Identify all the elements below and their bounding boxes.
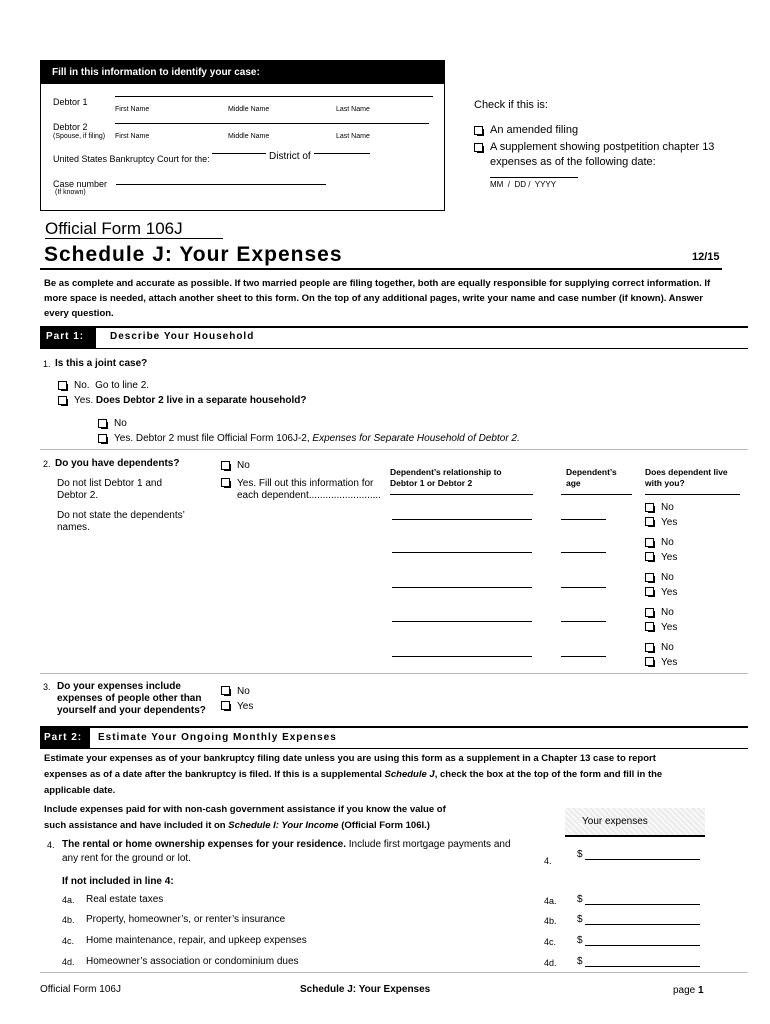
dependent-live-yes-checkbox[interactable] [645, 552, 654, 561]
q2-question: Do you have dependents? [55, 458, 180, 469]
line-4a-ref: 4a. [544, 896, 557, 906]
part1-label: Part 1: [46, 331, 85, 342]
q2-number: 2. [43, 459, 51, 469]
part2-intro-2b: Schedule J [384, 769, 435, 780]
dependent-relationship-field[interactable] [392, 519, 532, 520]
dependent-age-field[interactable] [561, 519, 606, 520]
line-4a-amount-field[interactable] [585, 904, 700, 905]
dependent-live-no-checkbox[interactable] [645, 573, 654, 582]
line-4a-dollar-sign: $ [577, 894, 583, 905]
debtor1-middle-name-caption: Middle Name [228, 106, 270, 113]
line-4a-number: 4a. [62, 895, 75, 905]
footer-page-label: page [673, 985, 699, 996]
q3-question: Do your expenses include [57, 681, 181, 692]
amended-filing-label: An amended filing [490, 124, 579, 136]
q1-sub-yes-label [114, 433, 520, 444]
q1-yes-question: Does Debtor 2 live in a separate household? [95, 395, 307, 406]
col-header-rule-3 [645, 494, 740, 495]
court-field[interactable] [212, 153, 266, 154]
col-relationship-header: Dependent’s relationship to [390, 467, 502, 477]
footer-page [673, 985, 704, 996]
q2-note-2: Do not state the dependents’ [57, 510, 185, 521]
dependent-age-field[interactable] [561, 552, 606, 553]
date-format-caption: MM / DD / YYYY [490, 180, 557, 189]
q1-sub-no-label: No [114, 418, 127, 429]
q1-sub-no-checkbox[interactable] [98, 419, 107, 428]
q1-sub-yes-prefix: Yes. Debtor 2 must file Official Form 106J-2, [114, 433, 313, 444]
col-age-header-2: age [566, 478, 581, 488]
debtor2-middle-name-caption: Middle Name [228, 133, 270, 140]
case-identification-title: Fill in this information to identify your case: [52, 67, 260, 78]
part2-bottom-divider [40, 972, 748, 973]
footer-form-title: Schedule J: Your Expenses [300, 984, 431, 995]
dependent-age-field[interactable] [561, 587, 606, 588]
debtor2-label: Debtor 2 [53, 122, 88, 132]
line-4d-amount-field[interactable] [585, 966, 700, 967]
dependent-live-no-label: No [661, 642, 674, 653]
dependent-live-no-checkbox[interactable] [645, 608, 654, 617]
supplement-label: A supplement showing postpetition chapter 13 [490, 141, 715, 153]
include-note-2a: such assistance and have included it on [44, 820, 229, 831]
check-if-title: Check if this is: [474, 99, 548, 111]
line-4d-dollar-sign: $ [577, 956, 583, 967]
dependent-live-yes-label: Yes [661, 552, 678, 563]
part2-intro-3: applicable date. [44, 785, 116, 796]
footer-page-number: 1 [698, 985, 704, 996]
col-relationship-header-2: Debtor 1 or Debtor 2 [390, 478, 473, 488]
dependent-live-no-checkbox[interactable] [645, 503, 654, 512]
q2-note-1b: Debtor 2. [57, 490, 99, 501]
dependent-relationship-field[interactable] [392, 587, 532, 588]
dependent-live-no-checkbox[interactable] [645, 538, 654, 547]
line-4b-number: 4b. [62, 915, 75, 925]
debtor2-first-name-caption: First Name [115, 133, 150, 140]
col-live-header-2: with you? [645, 478, 685, 488]
dependent-live-yes-checkbox[interactable] [645, 517, 654, 526]
dependent-relationship-field[interactable] [392, 621, 532, 622]
line-4c-ref: 4c. [544, 937, 557, 947]
line-4c-number: 4c. [62, 936, 75, 946]
q3-question-3: yourself and your dependents? [57, 705, 206, 716]
dependent-live-no-label: No [661, 537, 674, 548]
line-4c-amount-field[interactable] [585, 945, 700, 946]
dependent-live-no-label: No [661, 607, 674, 618]
case-number-note: (If known) [55, 189, 86, 196]
page-title: Schedule J: Your Expenses [44, 243, 343, 266]
q2-note-1: Do not list Debtor 1 and [57, 478, 163, 489]
dependent-live-yes-label: Yes [661, 587, 678, 598]
court-label: United States Bankruptcy Court for the: [53, 154, 210, 164]
col-header-rule-2 [561, 494, 632, 495]
line-4a-label: Real estate taxes [86, 894, 164, 905]
debtor1-first-name-caption: First Name [115, 106, 150, 113]
form-number-underline [45, 238, 223, 239]
form-instructions: Be as complete and accurate as possible. If two married people are filing together, both are equally responsible for supplying correct information. If more space is needed, attach another sheet to this form. On the top of any additional pages, write your name and case number (if known). Answer every question. [44, 278, 711, 319]
q1-sub-yes-checkbox[interactable] [98, 434, 107, 443]
debtor1-label: Debtor 1 [53, 97, 88, 107]
dependent-live-yes-checkbox[interactable] [645, 622, 654, 631]
q2-divider [40, 673, 748, 674]
case-number-field[interactable] [116, 184, 326, 185]
q1-question: Is this a joint case? [55, 358, 148, 369]
q3-no-checkbox[interactable] [221, 686, 230, 695]
dependent-live-yes-checkbox[interactable] [645, 657, 654, 666]
part2-title-rule [40, 748, 748, 749]
q2-note-2b: names. [57, 522, 90, 533]
line-4b-label: Property, homeowner’s, or renter’s insurance [86, 914, 286, 925]
line-4c-label: Home maintenance, repair, and upkeep expenses [86, 935, 307, 946]
q1-divider [40, 449, 748, 450]
q4-ref: 4. [544, 856, 552, 866]
dependent-age-field[interactable] [561, 621, 606, 622]
supplement-date-field[interactable] [490, 177, 578, 178]
q2-no-label: No [237, 460, 250, 471]
part2-intro-2c: , check the box at the top of the form and fill in the [434, 769, 663, 780]
debtor1-name-field[interactable] [115, 96, 433, 97]
form-date: 12/15 [692, 251, 720, 263]
q2-no-checkbox[interactable] [221, 461, 230, 470]
part2-title: Estimate Your Ongoing Monthly Expenses [98, 732, 337, 743]
q2-yes-label: Yes. Fill out this information for [237, 478, 374, 489]
supplement-checkbox[interactable] [474, 143, 483, 152]
q1-sub-yes-form-title: Expenses for Separate Household of Debtor 2. [312, 433, 520, 444]
line-4d-label: Homeowner’s association or condominium dues [86, 956, 299, 967]
line-4b-dollar-sign: $ [577, 914, 583, 925]
q4-question [62, 839, 511, 850]
district-field[interactable] [314, 153, 370, 154]
not-included-note: If not included in line 4: [62, 876, 174, 887]
debtor1-last-name-caption: Last Name [336, 106, 370, 113]
col-header-rule-1 [390, 494, 533, 495]
debtor2-last-name-caption: Last Name [336, 133, 370, 140]
include-note-2 [44, 820, 430, 831]
dependent-live-yes-label: Yes [661, 517, 678, 528]
case-number-label: Case number [53, 179, 108, 189]
line-4c-dollar-sign: $ [577, 935, 583, 946]
dependent-age-field[interactable] [561, 656, 606, 657]
q4-question-2: any rent for the ground or lot. [62, 853, 191, 864]
footer-form-number: Official Form 106J [40, 984, 121, 995]
dependent-live-no-checkbox[interactable] [645, 643, 654, 652]
q3-number: 3. [43, 682, 51, 692]
debtor2-name-field[interactable] [115, 123, 429, 124]
dependent-relationship-field[interactable] [392, 552, 532, 553]
line-4d-ref: 4d. [544, 958, 557, 968]
title-rule [40, 268, 722, 270]
part1-title-rule [40, 348, 748, 349]
q3-yes-checkbox[interactable] [221, 701, 230, 710]
q1-no-label: No. Go to line 2. [74, 380, 150, 391]
q3-yes-label: Yes [237, 701, 254, 712]
q3-question-2: expenses of people other than [57, 693, 202, 704]
dependent-live-yes-label: Yes [661, 622, 678, 633]
q4-question-bold: The rental or home ownership expenses for your residence. [62, 839, 346, 850]
q1-yes-label [74, 395, 307, 406]
part1-rule [40, 326, 748, 328]
part2-label: Part 2: [44, 732, 83, 743]
part2-intro: Estimate your expenses as of your bankruptcy filing date unless you are using this form as a supplement in a Chapter 13 case to report [44, 753, 656, 764]
line-4d-number: 4d. [62, 957, 75, 967]
dependent-live-yes-label: Yes [661, 657, 678, 668]
q4-question-rest: Include first mortgage payments and [345, 839, 511, 850]
supplement-label-2: expenses as of the following date: [490, 156, 656, 168]
include-note: Include expenses paid for with non-cash government assistance if you know the value of [44, 804, 446, 815]
part2-intro-2 [44, 769, 662, 780]
part2-intro-2a: expenses as of a date after the bankruptcy is filed. If this is a supplemental [44, 769, 385, 780]
form-number: Official Form 106J [45, 219, 183, 238]
q4-number: 4. [47, 840, 55, 850]
line-4b-amount-field[interactable] [585, 924, 700, 925]
part2-rule [40, 726, 748, 728]
dependent-live-yes-checkbox[interactable] [645, 587, 654, 596]
include-note-2b: Schedule I: Your Income [228, 820, 339, 831]
col-age-header: Dependent’s [566, 467, 617, 477]
q4-dollar-sign: $ [577, 849, 583, 860]
q2-yes-checkbox[interactable] [221, 478, 230, 487]
debtor2-spouse-note: (Spouse, if filing) [53, 133, 106, 140]
dependent-relationship-field[interactable] [392, 656, 532, 657]
dependent-live-no-label: No [661, 502, 674, 513]
q1-yes-checkbox[interactable] [58, 396, 67, 405]
line-4b-ref: 4b. [544, 916, 557, 926]
q1-yes-prefix: Yes. [74, 395, 96, 406]
your-expenses-header: Your expenses [582, 816, 648, 827]
district-label: District of [269, 151, 311, 162]
q2-yes-label-2: each dependent.......................... [237, 490, 381, 501]
include-note-2c: (Official Form 106I.) [338, 820, 430, 831]
q3-no-label: No [237, 686, 250, 697]
amended-filing-checkbox[interactable] [474, 126, 483, 135]
q1-number: 1. [43, 359, 51, 369]
q4-amount-field[interactable] [585, 859, 700, 860]
dependent-live-no-label: No [661, 572, 674, 583]
part1-title: Describe Your Household [110, 331, 255, 342]
col-live-header: Does dependent live [645, 467, 728, 477]
q1-no-checkbox[interactable] [58, 381, 67, 390]
